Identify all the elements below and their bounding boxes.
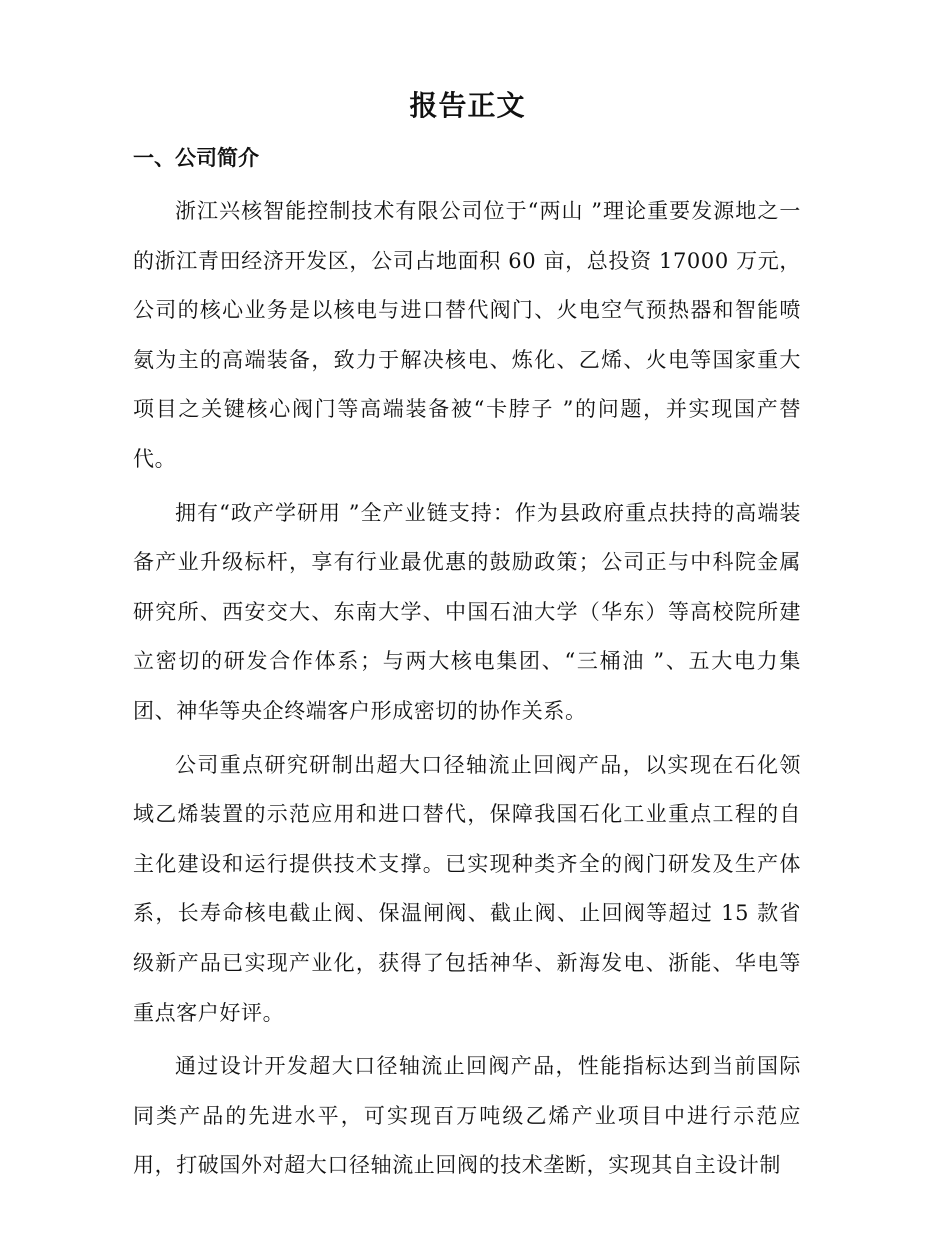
paragraph-design-development: 通过设计开发超大口径轴流止回阀产品，性能指标达到当前国际同类产品的先进水平，可实现百万吨级乙烯产业项目中进行示范应用，打破国外对超大口径轴流止回阀的技术垄断，实现其自主设计制 xyxy=(133,1054,801,1178)
body-text xyxy=(133,187,801,1195)
section-heading: 一、公司简介 xyxy=(133,145,259,170)
paragraph-company-location: 浙江兴核智能控制技术有限公司位于“两山 ”理论重要发源地之一的浙江青田经济开发区，公司占地面积 60 亩，总投资 17000 万元，公司的核心业务是以核电与进口替代阀门、火电空气预热器和智能喷氨为主的高端装备，致力于解决核电、炼化、乙烯、火电等国家重大项目之关键核心阀门等高端装备被“卡脖子 ”的问题，并实现国产替代。 xyxy=(133,199,801,471)
paragraph-industry-support: 拥有“政产学研用 ”全产业链支持：作为县政府重点扶持的高端装备产业升级标杆，享有行业最优惠的鼓励政策；公司正与中科院金属研究所、西安交大、东南大学、中国石油大学（华东）等高校院所建立密切的研发合作体系；与两大核电集团、“三桶油 ”、五大电力集团、神华等央企终端客户形成密切的协作关系。 xyxy=(133,500,801,723)
document-title: 报告正文 xyxy=(409,89,526,122)
paragraph-product-research: 公司重点研究研制出超大口径轴流止回阀产品，以实现在石化领域乙烯装置的示范应用和进口替代，保障我国石化工业重点工程的自主化建设和运行提供技术支撑。已实现种类齐全的阀门研发及生产体系，长寿命核电截止阀、保温闸阀、截止阀、止回阀等超过 15 款省级新产品已实现产业化，获得了包括神华、新海发电、浙能、华电等重点客户好评。 xyxy=(133,752,801,1025)
